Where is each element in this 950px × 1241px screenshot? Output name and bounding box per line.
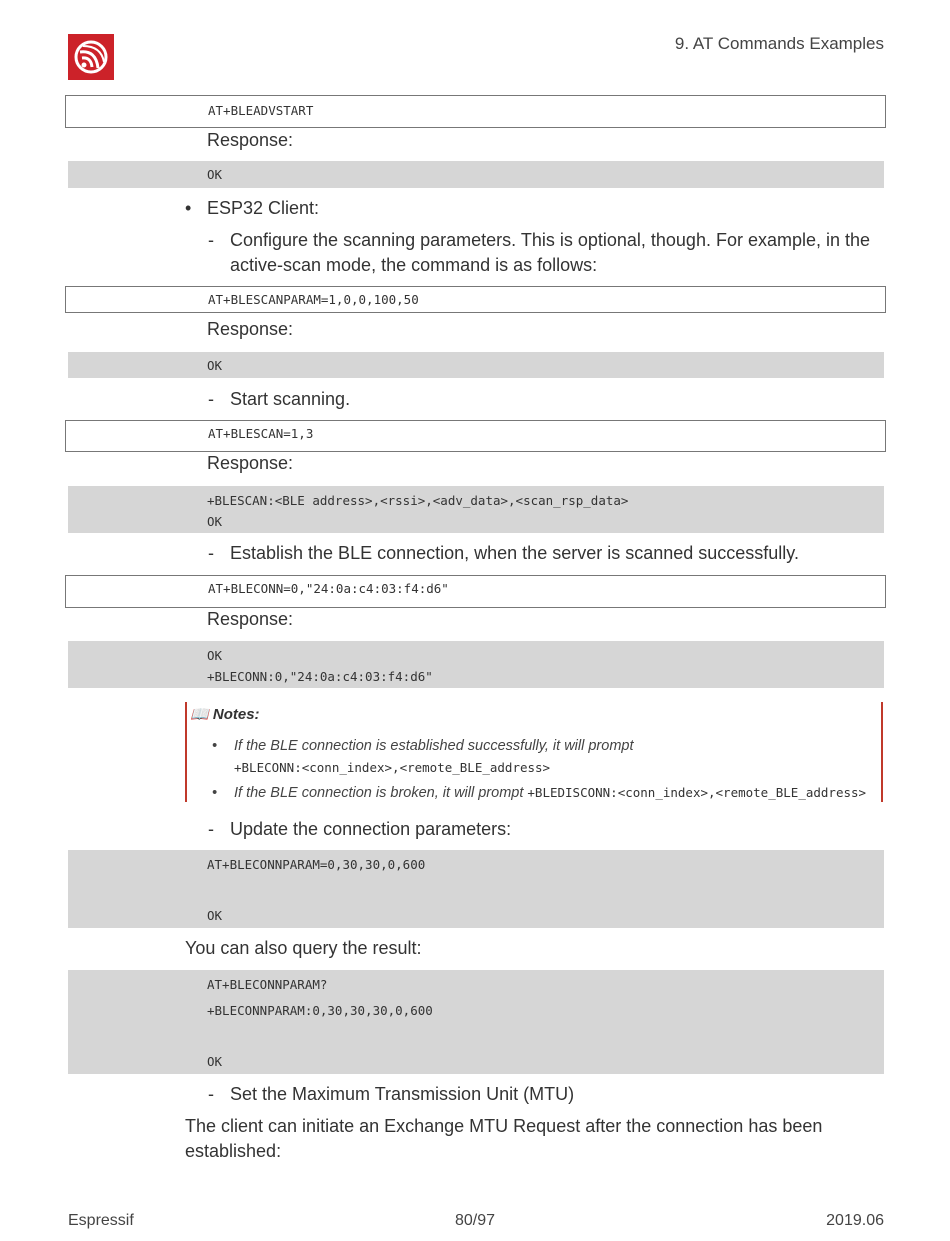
response-text: OK [207,167,223,182]
code-block-response [68,641,884,688]
note-code: +BLEDISCONN:<conn_index>,<remote_BLE_address> [527,785,867,800]
note-item: If the BLE connection is broken, it will prompt +BLEDISCONN:<conn_index>,<remote_BLE_address> [234,785,867,801]
response-label: Response: [207,609,294,629]
notes-title [190,705,260,723]
response-text: OK [207,648,223,663]
response-text: +BLESCAN:<BLE address>,<rssi>,<adv_data>,<scan_rsp_data> [207,493,629,508]
command-text: AT+BLEADVSTART [208,103,314,118]
code-block-response [68,486,884,533]
bullet-marker: • [212,785,218,801]
step-text: Update the connection parameters: [230,819,512,839]
response-label: Response: [207,130,294,150]
book-icon: 📖 [190,706,209,723]
dash-marker: - [208,389,214,409]
command-text: AT+BLESCANPARAM=1,0,0,100,50 [208,292,419,307]
espressif-logo-icon [68,34,114,80]
dash-marker: - [208,819,214,839]
response-text: +BLECONNPARAM:0,30,30,30,0,600 [207,1003,433,1018]
step-text: Establish the BLE connection, when the server is scanned successfully. [230,543,799,563]
response-text: OK [207,908,223,923]
code-block-command [65,575,886,608]
footer-company: Espressif [68,1212,134,1229]
response-text: OK [207,514,223,529]
step-text: Configure the scanning parameters. This is optional, though. For example, in the [230,230,871,250]
command-text: AT+BLECONNPARAM? [207,977,328,992]
code-block-response [68,970,884,1074]
dash-marker: - [208,1084,214,1104]
command-text: AT+BLESCAN=1,3 [208,426,314,441]
code-block-command [65,286,886,313]
dash-marker: - [208,543,214,563]
bullet-marker: • [185,198,192,218]
paragraph-text: The client can initiate an Exchange MTU Request after the connection has been [185,1116,823,1136]
note-item: If the BLE connection is established successfully, it will prompt [234,738,634,754]
footer-page-number: 80/97 [454,1212,496,1229]
response-text: OK [207,1054,223,1069]
command-text: AT+BLECONNPARAM=0,30,30,0,600 [207,857,426,872]
response-text: +BLECONN:0,"24:0a:c4:03:f4:d6" [207,669,433,684]
response-label: Response: [207,319,294,339]
code-block-response [68,161,884,188]
footer-date: 2019.06 [826,1212,884,1229]
paragraph-text: established: [185,1141,282,1161]
command-text: AT+BLECONN=0,"24:0a:c4:03:f4:d6" [208,581,449,596]
notes-title-text: Notes: [212,706,260,723]
response-label: Response: [207,453,294,473]
section-header: 9. AT Commands Examples [674,34,884,53]
code-block-response [68,850,884,928]
step-text: active-scan mode, the command is as follows: [230,255,598,275]
bullet-marker: • [212,738,218,754]
paragraph-text: You can also query the result: [185,938,422,958]
code-block-command [65,95,886,128]
code-block-response [68,352,884,378]
response-text: OK [207,358,223,373]
client-heading: ESP32 Client: [207,198,320,218]
dash-marker: - [208,230,214,250]
code-block-command [65,420,886,452]
step-text: Start scanning. [230,389,351,409]
step-text: Set the Maximum Transmission Unit (MTU) [230,1084,575,1104]
note-code: +BLECONN:<conn_index>,<remote_BLE_address> [234,760,551,775]
